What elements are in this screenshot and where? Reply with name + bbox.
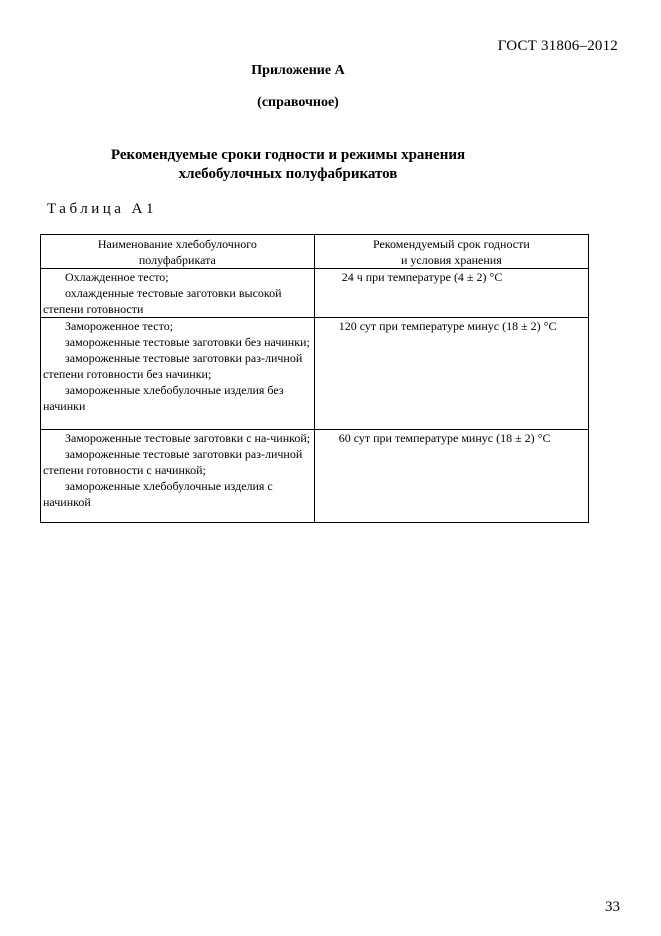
condition-cell [314, 430, 588, 523]
product-item: замороженные тестовые заготовки раз-личной степени готовности с начинкой; [43, 447, 303, 477]
product-item: замороженные тестовые заготовки раз-личной степени готовности без начинки; [43, 351, 303, 381]
condition-text: 120 сут при температуре минус (18 ± 2) °С [338, 319, 557, 333]
product-cell [41, 430, 315, 523]
section-heading [0, 146, 576, 184]
product-item: Охлажденное тесто; [65, 270, 169, 284]
condition-cell [314, 269, 588, 318]
header-product-name [41, 235, 315, 269]
table-row [41, 269, 589, 318]
product-cell [41, 269, 315, 318]
table-row [41, 318, 589, 430]
condition-cell [314, 318, 588, 430]
appendix-title: Приложение А [251, 63, 345, 78]
product-item: замороженные хлебобулочные изделия без начинки [43, 383, 284, 413]
header-shelf-life [314, 235, 588, 269]
product-item: замороженные тестовые заготовки без начинки; [65, 335, 310, 349]
appendix-subtitle: (справочное) [257, 95, 339, 110]
table-row [41, 430, 589, 523]
table-header-row [41, 235, 589, 269]
product-item: Замороженное тесто; [65, 319, 174, 333]
page-number: 33 [605, 899, 620, 915]
condition-text: 60 сут при температуре минус (18 ± 2) °С [338, 431, 551, 445]
header-shelf-life-line-1: Рекомендуемый срок годности [372, 237, 530, 251]
storage-table [40, 234, 589, 523]
header-product-name-line-1: Наименование хлебобулочного [97, 237, 257, 251]
header-shelf-life-line-2: и условия хранения [400, 253, 502, 267]
document-number: ГОСТ 31806–2012 [497, 38, 618, 54]
section-heading-line-1: Рекомендуемые сроки годности и режимы хранения [110, 147, 466, 163]
product-cell [41, 318, 315, 430]
product-item: замороженные хлебобулочные изделия с начинкой [43, 479, 273, 509]
product-item: Замороженные тестовые заготовки с на-чинкой; [65, 431, 311, 445]
header-product-name-line-2: полуфабриката [138, 253, 216, 267]
product-item: охлажденные тестовые заготовки высокой степени готовности [43, 286, 282, 316]
table-caption: Таблица А1 [47, 201, 157, 217]
condition-text: 24 ч при температуре (4 ± 2) °С [341, 270, 503, 284]
section-heading-line-2: хлебобулочных полуфабрикатов [178, 166, 398, 182]
